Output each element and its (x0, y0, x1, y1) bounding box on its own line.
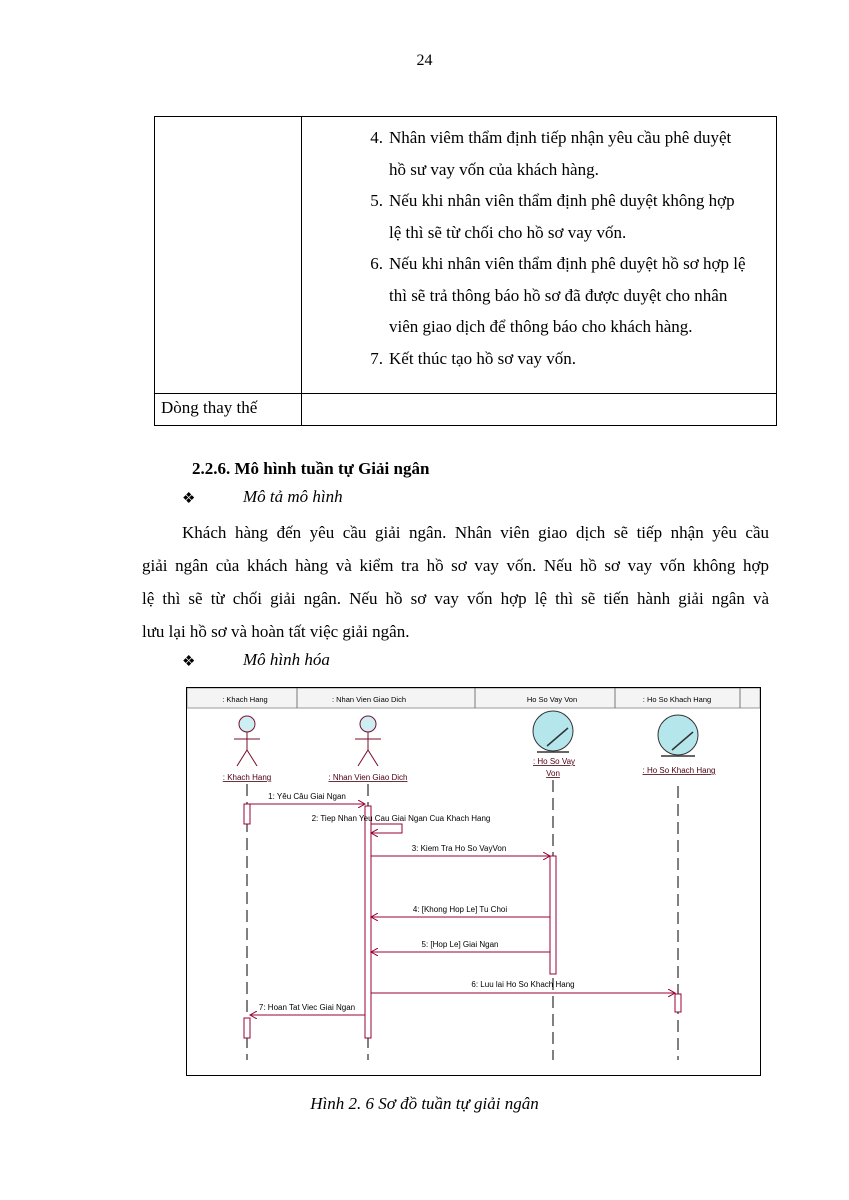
list-item (303, 185, 769, 248)
actor-icon (234, 716, 260, 766)
message-label-4: 4: [Khong Hop Le] Tu Choi (412, 905, 508, 914)
row-label-cell: Dòng thay thế (155, 394, 302, 426)
step-line: viên giao dịch để thông báo cho khách hàng. (389, 317, 693, 336)
table-row (155, 394, 777, 426)
activation-box (550, 856, 556, 974)
figure-caption: Hình 2. 6 Sơ đồ tuần tự giải ngân (310, 1094, 539, 1113)
step-number: 5. (370, 191, 383, 210)
lifeline-label-ho-so-khach-hang: : Ho So Khach Hang (642, 766, 716, 775)
subheading-description: Mô tả mô hình (243, 487, 343, 506)
lifeline-label-khach-hang: : Khach Hang (222, 773, 272, 782)
header-label-khach-hang: : Khach Hang (222, 695, 268, 704)
section-heading: 2.2.6. Mô hình tuần tự Giải ngân (192, 459, 430, 478)
step-number: 6. (370, 254, 383, 273)
actor-icon (355, 716, 381, 766)
lifeline-label-ho-so-vay-von: : Ho So Vay (532, 757, 576, 766)
list-item (303, 122, 769, 185)
step-line: Nhân viêm thẩm định tiếp nhận yêu cầu phê duyệt (389, 128, 732, 147)
list-item (303, 248, 769, 343)
message-label-3: 3: Kiem Tra Ho So VayVon (411, 844, 507, 853)
sequence-diagram (186, 687, 761, 1076)
step-line: Nếu khi nhân viên thẩm định phê duyệt không hợp (389, 191, 735, 210)
steps-list (303, 118, 775, 392)
step-line: lệ thì sẽ từ chối cho hồ sơ vay vốn. (389, 222, 627, 242)
activation-box (365, 806, 371, 1038)
diamond-bullet-icon: ❖ (182, 654, 196, 670)
message-label-6: 6: Luu lai Ho So Khach Hang (471, 980, 575, 989)
list-item (303, 343, 769, 375)
row-label-cell (155, 117, 302, 394)
entity-object-icon (533, 711, 573, 752)
lifeline-label-ho-so-vay-von-2: Von (546, 769, 560, 778)
message-arrow-2 (371, 824, 402, 833)
step-line: thì sẽ trả thông báo hồ sơ đã được duyệt cho nhân (389, 285, 728, 305)
subheading-modeling: Mô hình hóa (243, 650, 330, 669)
message-label-1: 1: Yêu Câu Giai Ngan (268, 792, 346, 801)
step-line: Nếu khi nhân viên thẩm định phê duyệt hồ sơ hợp lệ (389, 254, 746, 273)
step-line: Kết thúc tạo hồ sơ vay vốn. (389, 348, 576, 368)
empty-cell (302, 394, 777, 426)
header-label-ho-so-vay-von: Ho So Vay Von (526, 695, 578, 704)
step-number: 7. (370, 348, 383, 368)
entity-object-icon (658, 715, 698, 756)
page-number: 24 (416, 52, 433, 69)
paragraph-line: lưu lại hồ sơ và hoàn tất việc giải ngân. (142, 622, 410, 641)
sequence-diagram-canvas (187, 688, 760, 1075)
step-number: 4. (370, 128, 383, 147)
header-label-ho-so-khach-hang: : Ho So Khach Hang (642, 695, 712, 704)
paragraph-line: Khách hàng đến yêu cầu giải ngân. Nhân viên giao dịch sẽ tiếp nhận yêu cầu (182, 523, 769, 542)
description-paragraph (142, 516, 769, 648)
activation-box (244, 1018, 250, 1038)
diamond-bullet-icon: ❖ (182, 491, 196, 507)
step-line: hồ sư vay vốn của khách hàng. (389, 159, 599, 179)
header-label-nhan-vien: : Nhan Vien Giao Dich (331, 695, 407, 704)
message-label-2: 2: Tiep Nhan Yeu Cau Giai Ngan Cua Khach Hang (311, 814, 491, 823)
paragraph-line: lệ thì sẽ từ chối giải ngân. Nếu hồ sơ vay vốn hợp lệ thì sẽ tiến hành giải ngân và (142, 589, 769, 608)
message-label-7: 7: Hoan Tat Viec Giai Ngan (258, 1003, 356, 1012)
lifeline-label-nhan-vien: : Nhan Vien Giao Dich (328, 773, 408, 782)
message-label-5: 5: [Hop Le] Giai Ngan (421, 940, 499, 949)
steps-cell (302, 117, 777, 394)
use-case-table (154, 116, 777, 426)
activation-box (244, 804, 250, 824)
paragraph-line: giải ngân của khách hàng và kiểm tra hồ sơ vay vốn. Nếu hồ sơ vay vốn không hợp (142, 556, 769, 575)
table-row (155, 117, 777, 394)
activation-box (675, 994, 681, 1012)
